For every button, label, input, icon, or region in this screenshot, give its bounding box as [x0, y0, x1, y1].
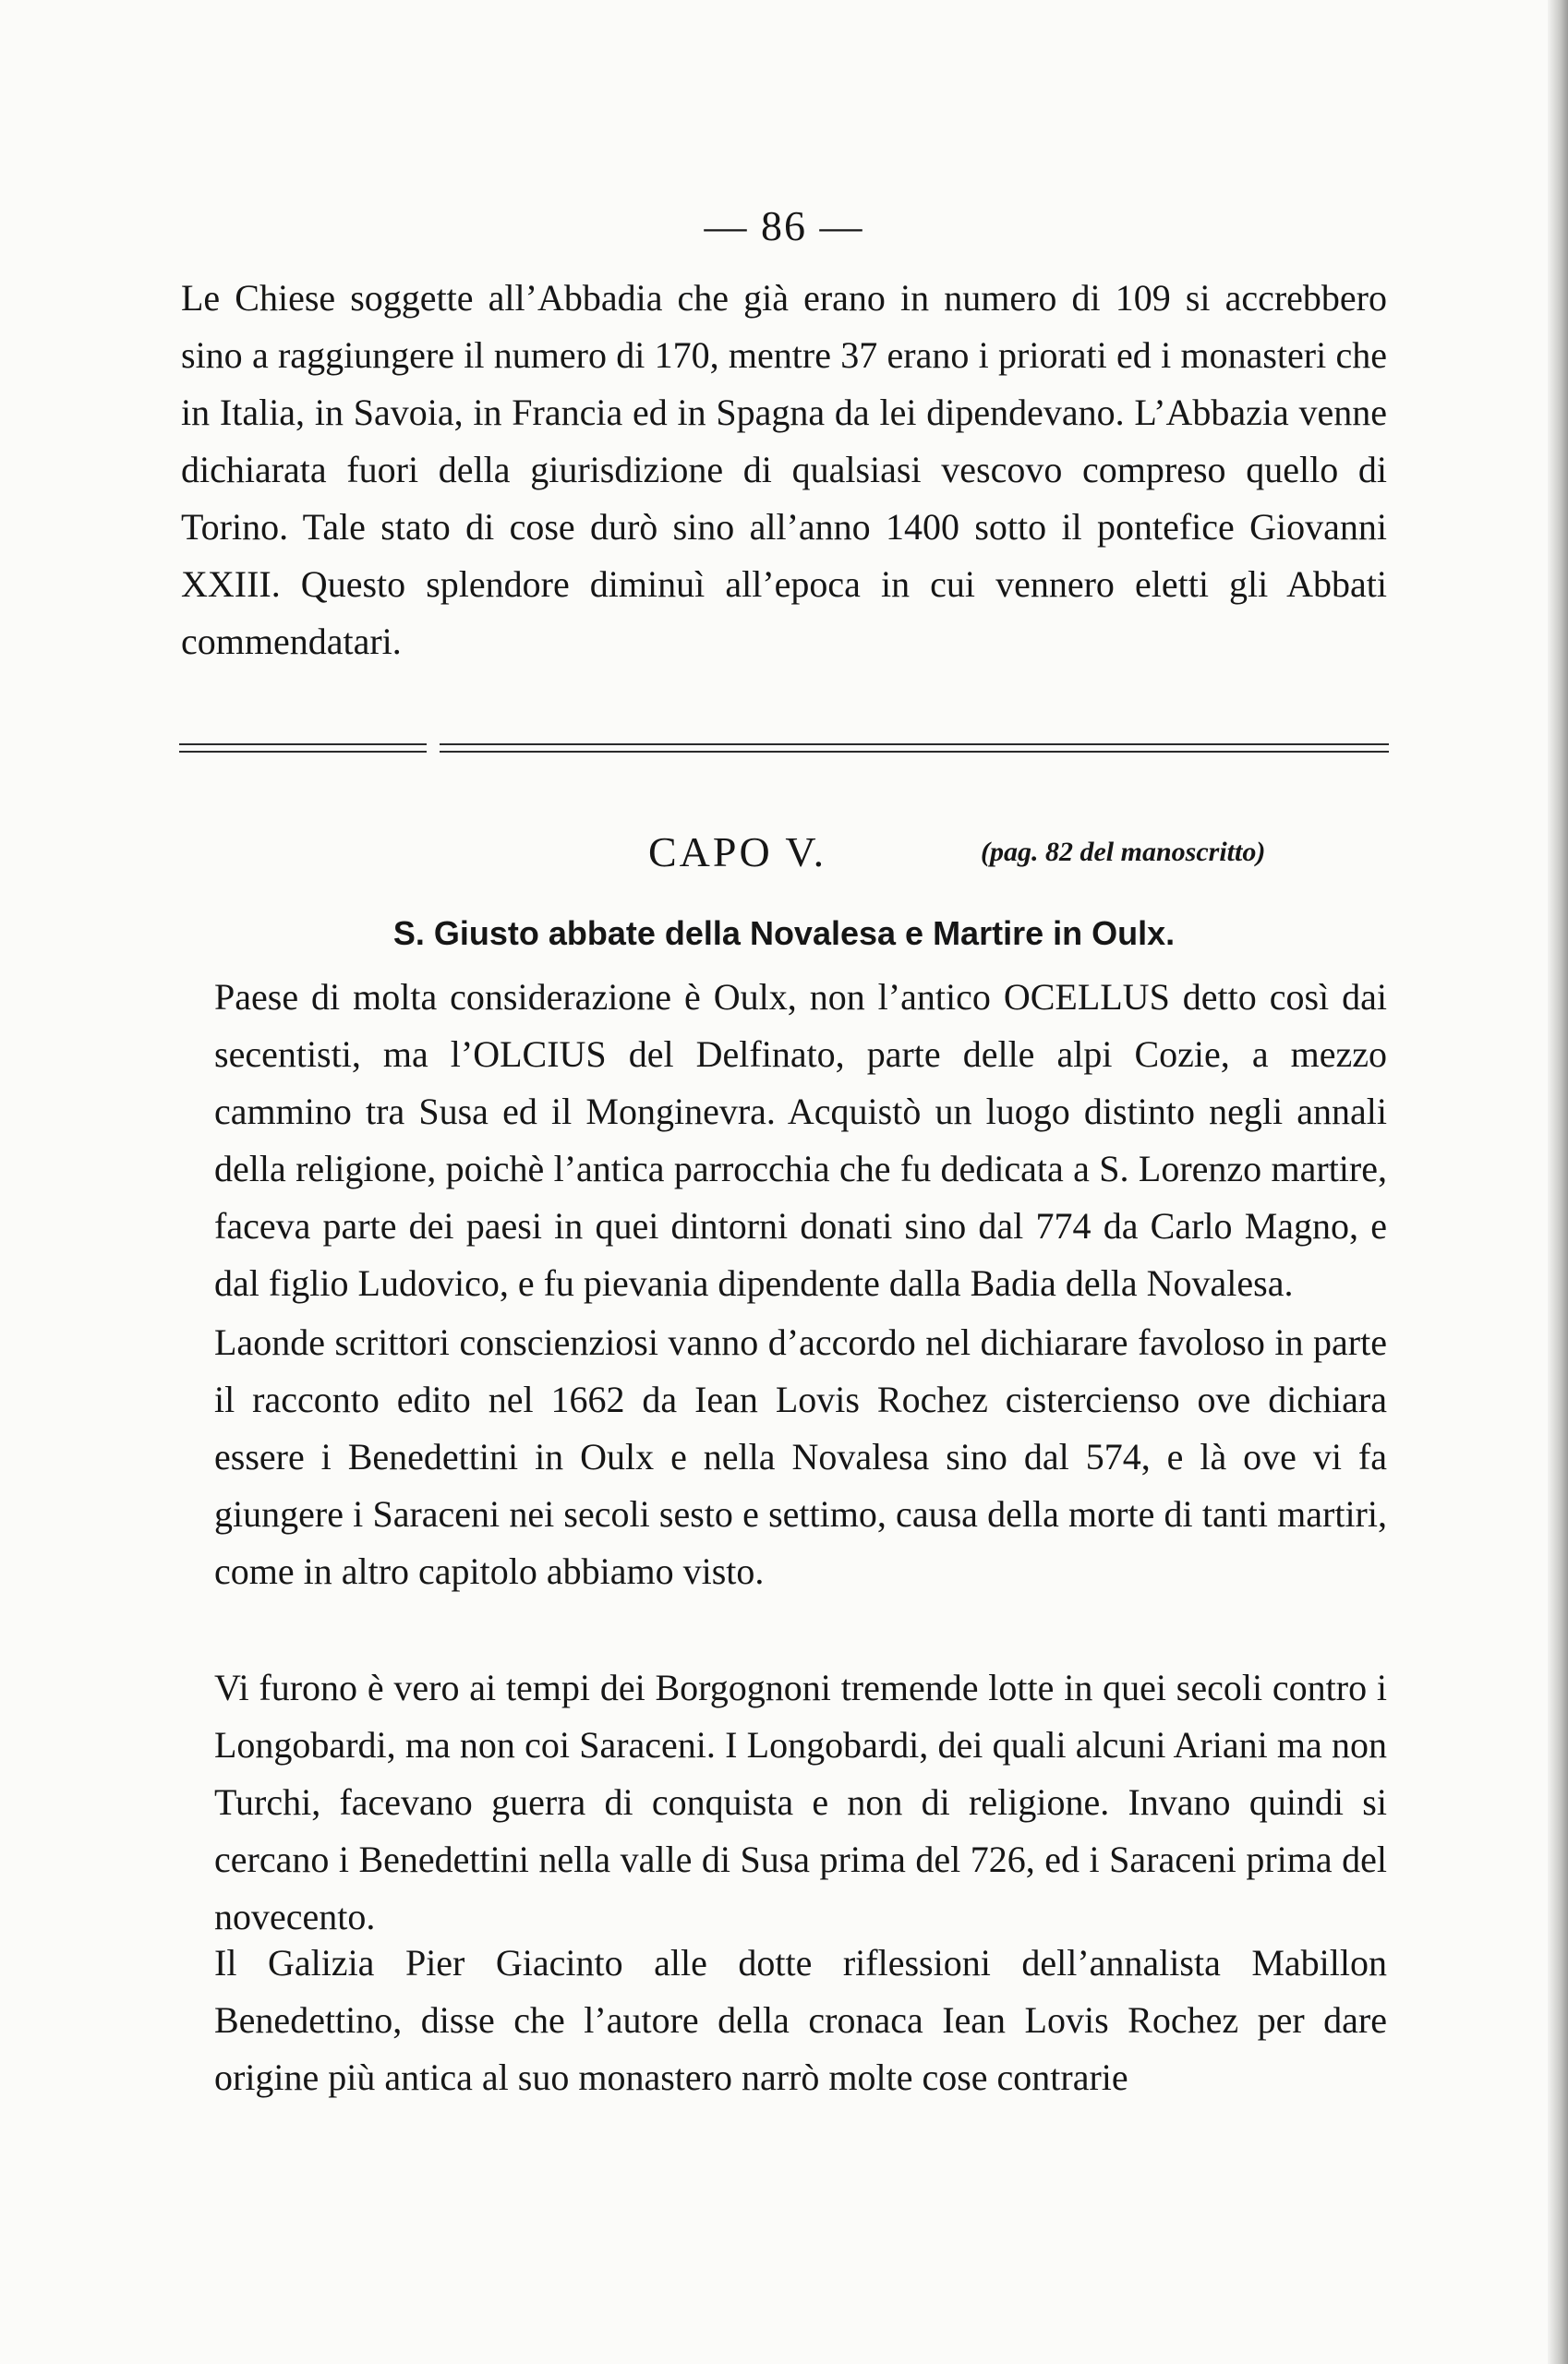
rule-segment — [179, 739, 427, 759]
paragraph-text: Paese di molta considerazione è Oulx, non l’antico OCELLUS detto così dai secentisti, ma l’OLCIUS del Delfinato, parte delle alpi Cozie, a mezzo cammino tra Susa ed il Monginevra. Acquistò un luogo distinto negli annali della religione, poichè l’antica parrocchia che fu dedicata a S. Lorenzo martire, faceva parte dei paesi in quei dintorni donati sino dal 774 da Carlo Magno, e dal figlio Ludovico, e fu pievania dipendente dalla Badia della Novalesa. — [214, 976, 1387, 1304]
chapter-heading: CAPO V. — [648, 828, 827, 875]
paragraph-text: Vi furono è vero ai tempi dei Borgognoni tremende lotte in quei secoli contro i Longobardi, ma non coi Saraceni. I Longobardi, dei quali alcuni Ariani ma non Turchi, facevano guerra di conquista e non di religione. Invano quindi si cercano i Benedettini nella valle di Susa prima del 726, ed i Saraceni prima del novecento. — [214, 1667, 1387, 1937]
paragraph — [181, 270, 1387, 670]
manuscript-reference: (pag. 82 del manoscritto) — [981, 837, 1266, 867]
paragraph-text: Laonde scrittori conscienziosi vanno d’accordo nel dichiarare favoloso in parte il racconto edito nel 1662 da Iean Lovis Rochez cistercienso ove dichiara essere i Benedettini in Oulx e nella Novalesa sino dal 574, e là ove vi fa giungere i Saraceni nei secoli sesto e settimo, causa della morte di tanti martiri, come in altro capitolo abbiamo visto. — [214, 1321, 1387, 1592]
page-edge-shadow — [1548, 0, 1568, 2364]
paragraph-text: Le Chiese soggette all’Abbadia che già erano in numero di 109 si accrebbero sino a raggiungere il numero di 170, mentre 37 erano i priorati ed i monasteri che in Italia, in Savoia, in Francia ed in Spagna da lei dipendevano. L’Abbazia venne dichiarata fuori della giurisdizione di qualsiasi vescovo compreso quello di Torino. Tale stato di cose durò sino all’anno 1400 sotto il pontefice Giovanni XXIII. Questo splendore diminuì all’epoca in cui vennero eletti gli Abbati commendatari. — [181, 277, 1387, 662]
rule-segment — [440, 739, 1389, 759]
paragraph — [181, 1935, 1387, 2106]
paragraph — [181, 969, 1387, 1312]
double-rule-divider — [179, 739, 1389, 759]
paragraph-text: Il Galizia Pier Giacinto alle dotte riflessioni dell’annalista Mabillon Benedettino, disse che l’autore della cronaca Iean Lovis Rochez per dare origine più antica al suo monastero narrò molte cose contrarie — [214, 1942, 1387, 2098]
page-number: — 86 — — [704, 202, 864, 249]
paragraph — [181, 1659, 1387, 1946]
section-title: S. Giusto abbate della Novalesa e Martire in Oulx. — [392, 914, 1176, 952]
paragraph — [181, 1314, 1387, 1600]
